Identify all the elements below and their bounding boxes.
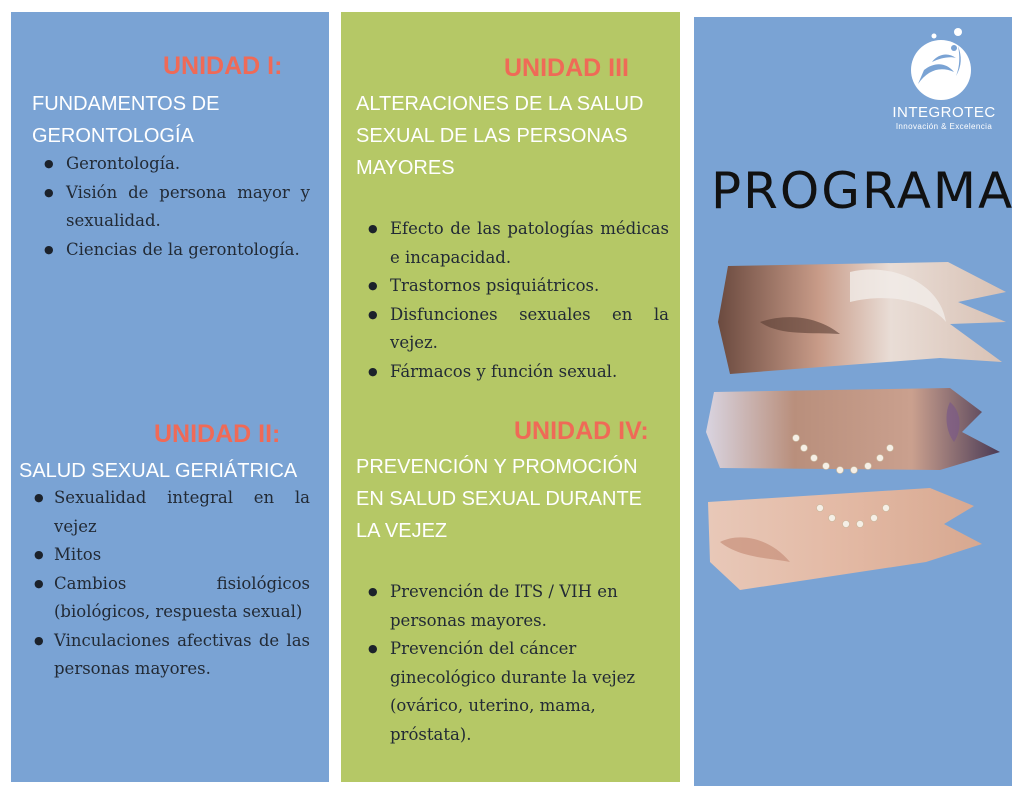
unit1-title: UNIDAD I: bbox=[163, 52, 283, 80]
unit3-heading-line3: MAYORES bbox=[356, 157, 455, 179]
unit4-heading bbox=[356, 451, 642, 547]
unit1-heading-line1: FUNDAMENTOS DE bbox=[32, 93, 220, 115]
list-item: ● Sexualidad integral en la vejez bbox=[32, 484, 310, 541]
unit3-list bbox=[356, 215, 669, 386]
unit3-heading-line1: ALTERACIONES DE LA SALUD bbox=[356, 93, 644, 115]
brand bbox=[874, 104, 1014, 131]
list-item: ● Gerontología. bbox=[32, 150, 310, 179]
unit2-heading: SALUD SEXUAL GERIÁTRICA bbox=[19, 460, 298, 482]
list-item: ● Vinculaciones afectivas de las personas mayores. bbox=[32, 627, 310, 684]
integrotec-logo-icon bbox=[910, 26, 976, 102]
unit2-list bbox=[32, 484, 310, 684]
unit1-heading bbox=[32, 88, 219, 152]
unit1-list bbox=[32, 150, 310, 264]
unit4-heading-line3: LA VEJEZ bbox=[356, 520, 448, 542]
list-item: ● Mitos bbox=[32, 541, 310, 570]
unit2-title: UNIDAD II: bbox=[154, 420, 281, 448]
list-item: ● Fármacos y función sexual. bbox=[356, 358, 669, 387]
unit4-list bbox=[356, 578, 656, 749]
unit3-title: UNIDAD III bbox=[504, 54, 629, 82]
list-item: ● Cambios fisiológicos (biológicos, respuesta sexual) bbox=[32, 570, 310, 627]
list-item: ● Efecto de las patologías médicas e incapacidad. bbox=[356, 215, 669, 272]
list-item: ● Disfunciones sexuales en la vejez. bbox=[356, 301, 669, 358]
list-item: ● Trastornos psiquiátricos. bbox=[356, 272, 669, 301]
cover-title: PROGRAMA bbox=[711, 162, 1015, 220]
list-item: ● Ciencias de la gerontología. bbox=[32, 236, 310, 265]
unit3-heading bbox=[356, 88, 644, 184]
brand-name: INTEGROTEC bbox=[892, 104, 996, 121]
list-item: ● Visión de persona mayor y sexualidad. bbox=[32, 179, 310, 236]
unit4-heading-line1: PREVENCIÓN Y PROMOCIÓN bbox=[356, 456, 638, 478]
unit4-title: UNIDAD IV: bbox=[514, 417, 649, 445]
list-item: ● Prevención del cáncer ginecológico durante la vejez (ovárico, uterino, mama, próstata). bbox=[356, 635, 656, 749]
unit4-heading-line2: EN SALUD SEXUAL DURANTE bbox=[356, 488, 642, 510]
list-item: ● Prevención de ITS / VIH en personas mayores. bbox=[356, 578, 656, 635]
elderly-woman-photo-icon bbox=[700, 262, 1012, 592]
brand-tagline: Innovación & Excelencia bbox=[895, 122, 993, 131]
unit3-heading-line2: SEXUAL DE LAS PERSONAS bbox=[356, 125, 628, 147]
unit1-heading-line2: GERONTOLOGÍA bbox=[32, 125, 194, 147]
